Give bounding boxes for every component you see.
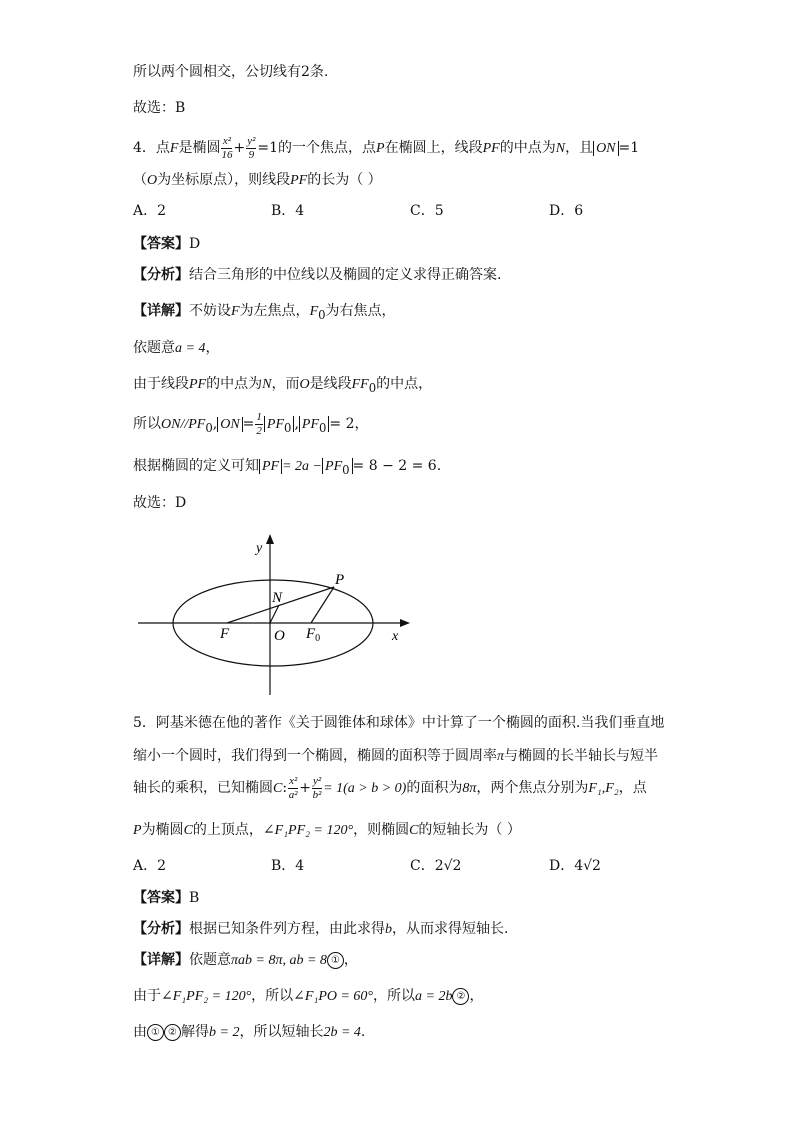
q4-detail-1: 【详解】不妨设F为左焦点，$F_0$为右焦点， (133, 303, 396, 322)
point-f-label: F (220, 626, 230, 642)
q4-detail-5: 根据椭圆的定义可知 PF = $2a - PF_0 = 8 - 2 = 6$. (133, 458, 442, 477)
q5-detail-1: 【详解】依题意πab = 8π, ab = 8 ① ， (133, 952, 358, 968)
q4-option-d: D．6 (549, 203, 584, 219)
point-n-label: N (272, 590, 283, 606)
circled-1: ① (327, 952, 344, 969)
q5-detail-3: 由 ① ② 解得b = 2，所以短轴长2b = 4. (133, 1024, 366, 1040)
q5-option-a: A．2 (133, 858, 167, 874)
q5-answer: 【答案】B (133, 890, 200, 906)
q4-options (133, 201, 633, 221)
q4-answer: 【答案】D (133, 236, 201, 252)
q4-stem-line2: （O为坐标原点），则线段PF的长为（ ） (133, 172, 382, 188)
q4-detail-4: 所以$ON//PF_0$, ON = $\frac{1}{2}$ $PF_0$ , $PF_0 = 2$， (133, 410, 369, 437)
q4-option-a: A．2 (133, 203, 167, 219)
q5-stem-line4: P为椭圆C的上顶点，∠F₁PF₂ = 120°，则椭圆C的短轴长为（ ） (133, 822, 521, 838)
q4-detail-3: 由于线段PF的中点为N，而O是线段$FF_0$的中点， (133, 376, 433, 395)
q4-option-c: C．5 (410, 203, 444, 219)
q5-option-d: D．4√2 (549, 858, 601, 874)
q5-stem-line2: 缩小一个圆时，我们得到一个椭圆，椭圆的面积等于圆周率π与椭圆的长半轴长与短半 (133, 748, 659, 764)
circled-2: ② (452, 988, 469, 1005)
q4-stem-line1: 4．点F是椭圆 $\frac{\text{x²}}{16}$ + $\frac{\text{y²}}{9}$ =1的一个焦点，点P在椭圆上，线段PF的中点为N，且 ON =1 (133, 134, 640, 161)
q3-conclusion: 所以两个圆相交，公切线有2条. (133, 64, 329, 80)
q5-option-b: B．4 (271, 858, 305, 874)
q4-option-b: B．4 (271, 203, 305, 219)
point-o-label: O (274, 628, 285, 644)
q3-choice: 故选：B (133, 100, 186, 116)
x-label: x (392, 629, 399, 644)
q4-choice: 故选：D (133, 495, 187, 511)
x-axis-arrow (400, 619, 410, 627)
q5-stem-line3: 轴长的乘积，已知椭圆C: $\frac{\text{x²}}{\text{a²}}$ + $\frac{\text{y²}}{\text{b²}}$ = 1(a > b > 0)的面积为8π，两个焦点分别为F₁,F₂，点 (133, 774, 647, 801)
y-label: y (256, 541, 263, 556)
q5-option-c: C．2√2 (410, 858, 462, 874)
ellipse-figure (130, 532, 420, 697)
point-p-label: P (335, 572, 345, 588)
q5-detail-2: 由于∠F₁PF₂ = 120°，所以∠F₁PO = 60°，所以a = 2b ② ， (133, 988, 484, 1004)
q4-detail-2: 依题意a = 4， (133, 340, 220, 356)
point-f0-label: $F_0$ (306, 626, 321, 644)
y-axis-arrow (266, 534, 274, 544)
q4-analysis: 【分析】结合三角形的中位线以及椭圆的定义求得正确答案. (133, 267, 502, 283)
q5-analysis: 【分析】根据已知条件列方程，由此求得b，从而求得短轴长. (133, 921, 509, 937)
segment-pf0 (311, 587, 334, 623)
q5-options (133, 856, 633, 876)
q5-stem-line1: 5．阿基米德在他的著作《关于圆锥体和球体》中计算了一个椭圆的面积.当我们垂直地 (133, 715, 665, 731)
